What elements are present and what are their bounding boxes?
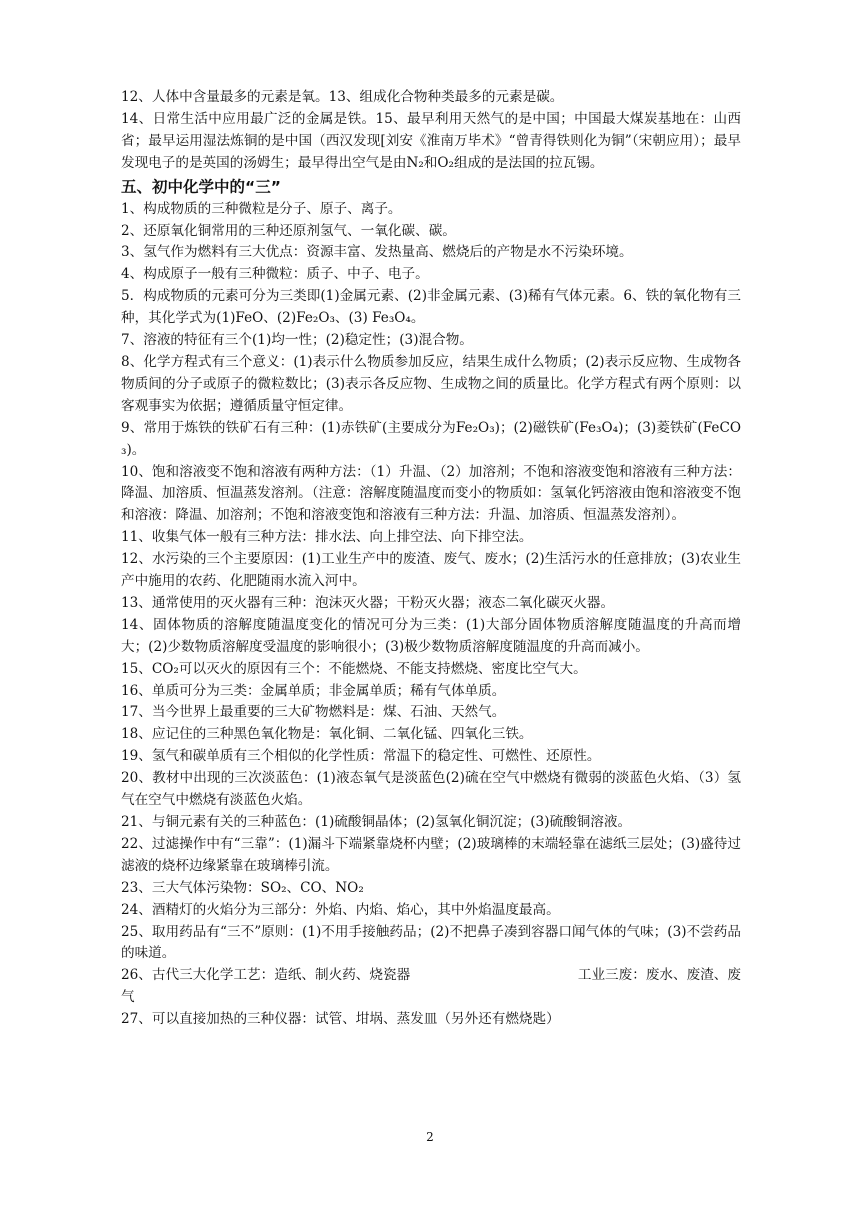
paragraph-26-left: 26、古代三大化学工艺：造纸、制火药、烧瓷器 (121, 967, 411, 984)
paragraph: 9、常用于炼铁的铁矿石有三种：(1)赤铁矿(主要成分为Fe₂O₃)；(2)磁铁矿(Fe₃O₄)；(3)菱铁矿(FeCO₃)。 (121, 419, 741, 458)
paragraph: 3、氢气作为燃料有三大优点：资源丰富、发热量高、燃烧后的产物是水不污染环境。 (121, 244, 633, 261)
paragraph: 10、饱和溶液变不饱和溶液有两种方法：（1）升温、（2）加溶剂；不饱和溶液变饱和溶液有三种方法：降温、加溶质、恒温蒸发溶剂。（注意：溶解度随温度而变小的物质如：氢氧化钙溶液由饱和溶液变不饱和溶液：降温、加溶剂；不饱和溶液变饱和溶液有三种方法：升温、加溶质、恒温蒸发溶剂）。 (121, 463, 741, 524)
paragraph: 11、收集气体一般有三种方法：排水法、向上排空法、向下排空法。 (121, 529, 533, 546)
paragraph: 22、过滤操作中有“三靠”：(1)漏斗下端紧靠烧杯内壁；(2)玻璃棒的末端轻靠在滤纸三层处；(3)盛待过滤液的烧杯边缘紧靠在玻璃棒引流。 (121, 835, 741, 874)
paragraph: 8、化学方程式有三个意义：(1)表示什么物质参加反应，结果生成什么物质；(2)表示反应物、生成物各物质间的分子或原子的微粒数比；(3)表示各反应物、生成物之间的质量比。化学方程式有两个原则：以客观事实为依据；遵循质量守恒定律。 (121, 353, 741, 414)
paragraph: 12、水污染的三个主要原因：(1)工业生产中的废渣、废气、废水；(2)生活污水的任意排放；(3)农业生产中施用的农药、化肥随雨水流入河中。 (121, 551, 741, 590)
page-number: 2 (426, 1130, 434, 1144)
paragraph: 21、与铜元素有关的三种蓝色：(1)硫酸铜晶体；(2)氢氧化铜沉淀；(3)硫酸铜溶液。 (121, 814, 632, 830)
paragraph: 24、酒精灯的火焰分为三部分：外焰、内焰、焰心，其中外焰温度最高。 (121, 901, 560, 918)
paragraph: 14、日常生活中应用最广泛的金属是铁。15、最早利用天然气的是中国；中国最大煤炭基地在：山西省；最早运用湿法炼铜的是中国（西汉发现[刘安《淮南万毕术》“曾青得铁则化为铜”（宋朝应用）；最早发现电子的是英国的汤姆生；最早得出空气是由N₂和O₂组成的是法国的拉瓦锡。 (121, 110, 741, 171)
paragraph: 15、CO₂可以灭火的原因有三个：不能燃烧、不能支持燃烧、密度比空气大。 (121, 660, 587, 677)
paragraph-26 (121, 965, 741, 987)
paragraph: 17、当今世界上最重要的三大矿物燃料是：煤、石油、天然气。 (121, 704, 506, 721)
paragraph-list (121, 199, 741, 966)
page-content (121, 87, 741, 1031)
paragraph-26-right: 工业三废：废水、废渣、废 (577, 967, 741, 984)
paragraph-26-continuation: 气 (121, 989, 135, 1006)
paragraph: 16、单质可分为三类：金属单质；非金属单质；稀有气体单质。 (121, 682, 506, 699)
section-heading: 五、初中化学中的“三” (121, 177, 281, 196)
paragraph: 5．构成物质的元素可分为三类即(1)金属元素、(2)非金属元素、(3)稀有气体元素。6、铁的氧化物有三种，其化学式为(1)FeO、(2)Fe₂O₃、(3) Fe₃O₄。 (121, 288, 741, 327)
paragraph: 1、构成物质的三种微粒是分子、原子、离子。 (121, 200, 402, 217)
paragraph: 20、教材中出现的三次淡蓝色：(1)液态氧气是淡蓝色(2)硫在空气中燃烧有微弱的淡蓝色火焰、（3）氢气在空气中燃烧有淡蓝色火焰。 (121, 770, 741, 809)
paragraph: 23、三大气体污染物：SO₂、CO、NO₂ (121, 879, 364, 896)
paragraph: 18、应记住的三种黑色氧化物是：氧化铜、二氧化锰、四氧化三铁。 (121, 726, 533, 743)
paragraph: 14、固体物质的溶解度随温度变化的情况可分为三类：(1)大部分固体物质溶解度随温度的升高而增大；(2)少数物质溶解度受温度的影响很小；(3)极少数物质溶解度随温度的升高而减小。 (121, 616, 741, 655)
paragraph: 4、构成原子一般有三种微粒：质子、中子、电子。 (121, 266, 429, 283)
paragraph: 2、还原氧化铜常用的三种还原剂氢气、一氧化碳、碳。 (121, 222, 456, 239)
paragraph: 7、溶液的特征有三个(1)均一性；(2)稳定性；(3)混合物。 (121, 332, 473, 349)
paragraph: 19、氢气和碳单质有三个相似的化学性质：常温下的稳定性、可燃性、还原性。 (121, 748, 601, 765)
paragraph: 25、取用药品有“三不”原则：(1)不用手接触药品；(2)不把鼻子凑到容器口闻气体的气味；(3)不尝药品的味道。 (121, 923, 741, 962)
paragraph: 12、人体中含量最多的元素是氧。13、组成化合物种类最多的元素是碳。 (121, 89, 564, 105)
paragraph: 27、可以直接加热的三种仪器：试管、坩埚、蒸发皿（另外还有燃烧匙） (121, 1011, 560, 1028)
paragraph: 13、通常使用的灭火器有三种：泡沫灭火器；干粉灭火器；液态二氧化碳灭火器。 (121, 594, 615, 611)
